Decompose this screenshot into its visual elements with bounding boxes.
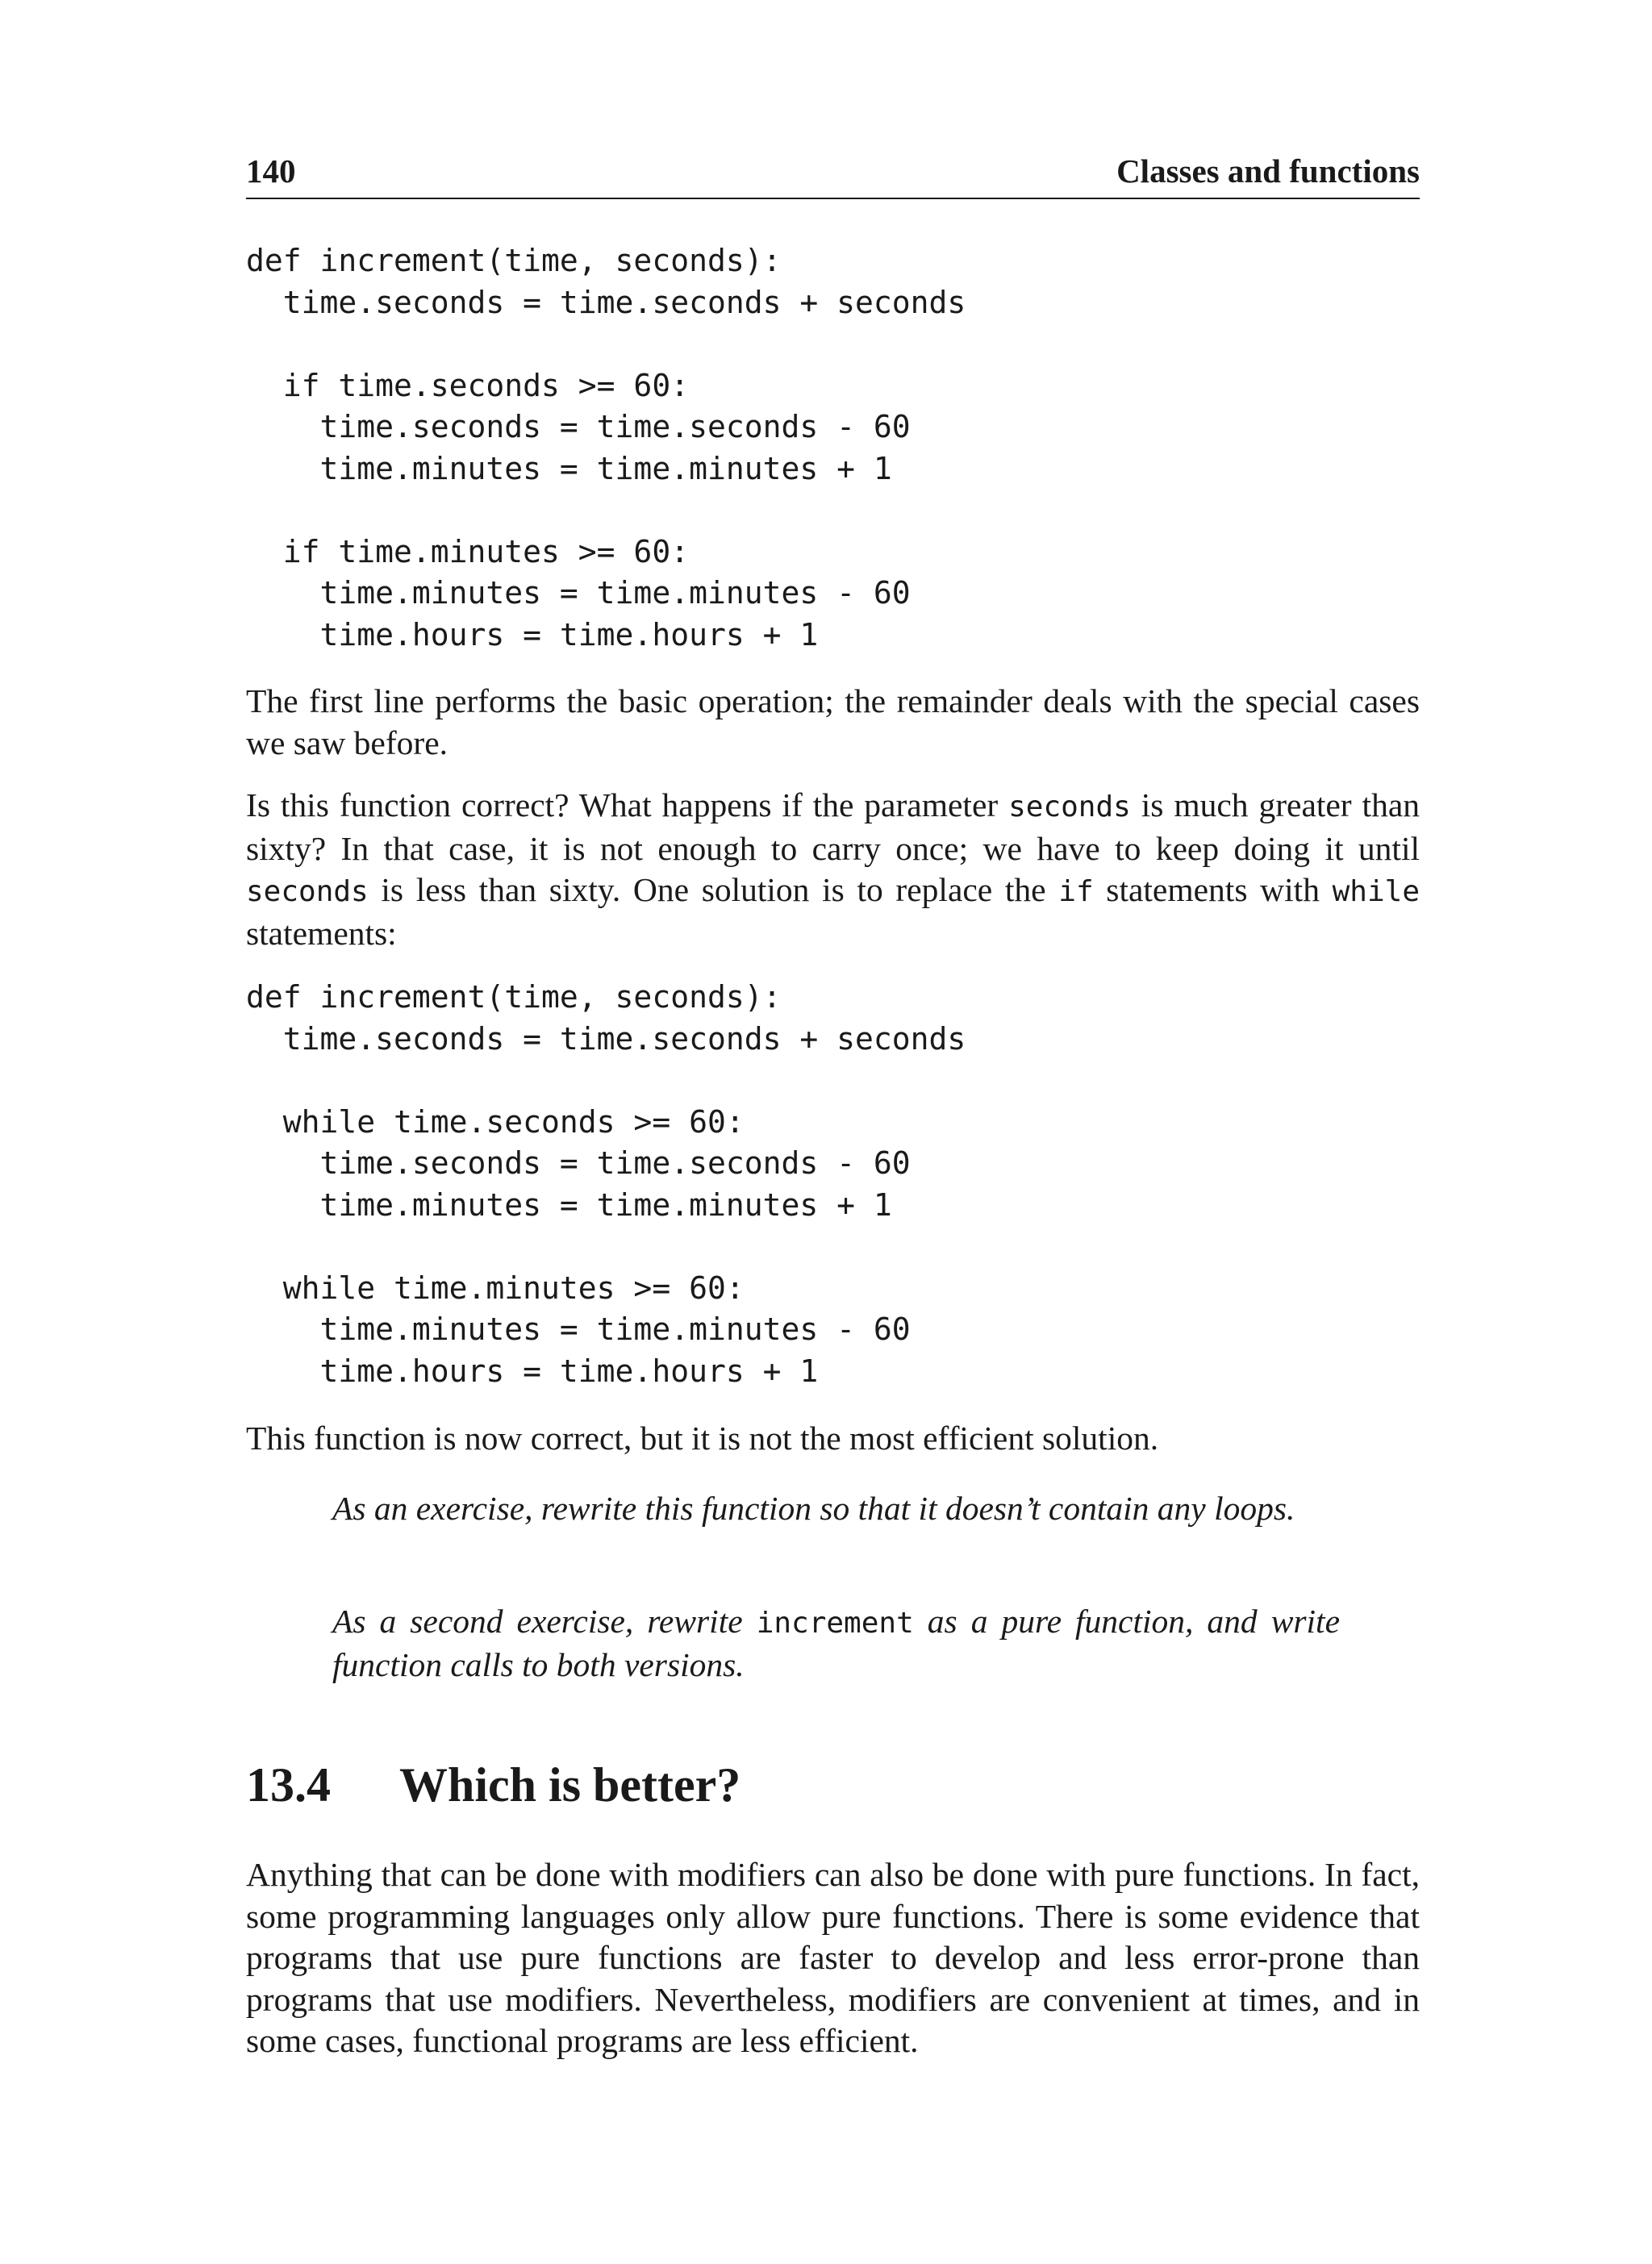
inline-code-seconds: seconds bbox=[1008, 790, 1131, 823]
section-heading bbox=[246, 1757, 740, 1813]
paragraph-first-line: The first line performs the basic operation; the remainder deals with the special cases we saw before. bbox=[246, 682, 1420, 761]
paragraph-now-correct: This function is now correct, but it is not the most efficient solution. bbox=[246, 1420, 1159, 1457]
inline-code-increment: increment bbox=[756, 1607, 914, 1640]
page-number: 140 bbox=[246, 152, 296, 190]
exercise-pure-function: As a second exercise, rewrite increment as a pure function, and write function calls to both versions. bbox=[332, 1603, 1341, 1683]
code-block-while-version: def increment(time, seconds): time.seconds = time.seconds + seconds while time.seconds >= 60: time.seconds = time.seconds - 60 time.minutes = time.minutes + 1 while time.minutes >= 60: time.minutes = time.minutes - 60 time.hours = time.hours + 1 bbox=[246, 979, 966, 1389]
paragraph-which-is-better: Anything that can be done with modifiers can also be done with pure functions. In fact, some programming languages only allow pure functions. There is some evidence that programs that use pure functions are faster to develop and less error-prone than programs that use modifiers. Nevertheless, modifiers are convenient at times, and in some cases, functional programs are less efficient. bbox=[246, 1856, 1420, 2059]
code-block-if-version: def increment(time, seconds): time.seconds = time.seconds + seconds if time.seconds >= 60: time.seconds = time.seconds - 60 time.minutes = time.minutes + 1 if time.minutes >= 60: time.minutes = time.minutes - 60 time.hours = time.hours + 1 bbox=[246, 243, 966, 653]
chapter-title: Classes and functions bbox=[1116, 152, 1420, 190]
exercise-no-loops: As an exercise, rewrite this function so that it doesn’t contain any loops. bbox=[332, 1490, 1295, 1527]
inline-code-seconds: seconds bbox=[246, 875, 369, 908]
inline-code-if: if bbox=[1058, 875, 1094, 908]
section-title: Which is better? bbox=[399, 1758, 741, 1812]
inline-code-while: while bbox=[1332, 875, 1420, 908]
paragraph-is-function-correct: Is this function correct? What happens if the parameter seconds is much greater than sixty? In that case, it is not enough to carry once; we have to keep doing it until seconds is less than sixty. One solution is to replace the if statements with while statements: bbox=[246, 786, 1420, 952]
section-number: 13.4 bbox=[246, 1758, 331, 1812]
running-header bbox=[246, 148, 1420, 199]
